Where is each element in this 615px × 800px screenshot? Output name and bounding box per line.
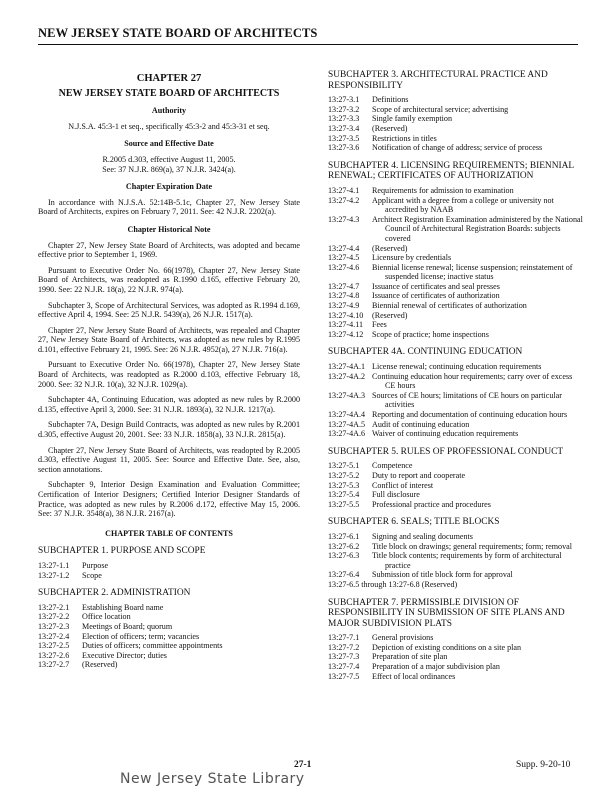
toc-entry	[328, 420, 586, 430]
section-title: Title block contents; requirements by form of architectural practice	[372, 551, 562, 570]
section-number: 13:27-4.2	[328, 195, 360, 205]
section-number: 13:27-4.1	[328, 185, 360, 195]
toc-entry	[38, 603, 300, 613]
subchapter-7-title: SUBCHAPTER 7. PERMISSIBLE DIVISION OF RESPONSIBILITY IN SUBMISSION OF SITE PLANS AND MAJOR SUBDIVISION PLATS	[328, 597, 565, 629]
source-heading: Source and Effective Date	[124, 139, 214, 149]
toc-entry	[328, 429, 586, 439]
toc-entry	[328, 551, 586, 570]
subchapter-4a-title: SUBCHAPTER 4A. CONTINUING EDUCATION	[328, 347, 523, 358]
running-header: NEW JERSEY STATE BOARD OF ARCHITECTS	[38, 26, 318, 40]
section-number: 13:27-7.3	[328, 652, 360, 662]
toc-range-entry: 13:27-6.5 through 13:27-6.8 (Reserved)	[328, 579, 458, 589]
section-title: Issuance of certificates and seal presses	[372, 281, 500, 291]
subchapter-6-list	[328, 532, 586, 590]
section-number: 13:27-2.4	[38, 631, 70, 641]
toc-entry	[38, 622, 300, 632]
section-number: 13:27-4A.5	[328, 419, 366, 429]
section-number: 13:27-4A.1	[328, 362, 366, 372]
section-title: Competence	[372, 461, 413, 471]
section-number: 13:27-4.7	[328, 281, 360, 291]
section-number: 13:27-6.4	[328, 570, 360, 580]
section-title: Submission of title block form for approval	[372, 570, 513, 580]
subchapter-1-list	[38, 561, 300, 580]
expiration-text: In accordance with N.J.S.A. 52:14B-5.1c, Chapter 27, New Jersey State Board of Architects, expires on February 7, 2011. See: 42 N.J.R. 2202(a).	[38, 197, 300, 217]
subchapter-7-list	[328, 633, 586, 681]
section-number: 13:27-5.4	[328, 490, 360, 500]
section-title: General provisions	[372, 633, 434, 643]
expiration-heading: Chapter Expiration Date	[125, 182, 213, 192]
toc-entry	[328, 186, 586, 196]
toc-entry	[328, 282, 586, 292]
section-number: 13:27-4.6	[328, 262, 360, 272]
section-number: 13:27-7.2	[328, 642, 360, 652]
toc-entry	[328, 311, 586, 321]
section-title: License renewal; continuing education requirements	[372, 362, 542, 372]
subchapter-5-list	[328, 461, 586, 509]
subchapter-2-list	[38, 603, 300, 670]
section-number: 13:27-3.2	[328, 104, 360, 114]
subchapter-4a-list	[328, 362, 586, 439]
page-number: 27-1	[294, 760, 312, 770]
section-title: Conflict of interest	[372, 480, 434, 490]
toc-entry	[328, 124, 586, 134]
toc-entry	[328, 652, 586, 662]
section-title: Signing and sealing documents	[372, 531, 473, 541]
section-title: Scope of practice; home inspections	[372, 329, 489, 339]
section-title: (Reserved)	[372, 243, 408, 253]
source-text-2: See: 37 N.J.R. 869(a), 37 N.J.R. 3424(a).	[102, 164, 236, 174]
section-title: Sources of CE hours; limitations of CE hours on particular activities	[372, 390, 562, 410]
section-title: Establishing Board name	[82, 602, 164, 612]
section-number: 13:27-1.1	[38, 560, 70, 570]
section-number: 13:27-3.4	[328, 123, 360, 133]
toc-entry	[38, 641, 300, 651]
header-rule	[38, 44, 578, 45]
section-title: Notification of change of address; service of process	[372, 143, 543, 153]
section-number: 13:27-3.1	[328, 95, 360, 105]
toc-entry	[328, 114, 586, 124]
toc-entry	[328, 532, 586, 542]
section-number: 13:27-2.3	[38, 621, 70, 631]
toc-entry	[328, 320, 586, 330]
section-title: Restrictions in titles	[372, 133, 437, 143]
supplement-date: Supp. 9-20-10	[516, 760, 571, 770]
section-title: Continuing education hour requirements; carry over of excess CE hours	[372, 371, 573, 391]
section-number: 13:27-2.5	[38, 641, 70, 651]
section-title: Preparation of a major subdivision plan	[372, 662, 500, 672]
section-number: 13:27-4.10	[328, 310, 364, 320]
section-number: 13:27-5.1	[328, 461, 360, 471]
history-paragraph: Pursuant to Executive Order No. 66(1978), Chapter 27, New Jersey State Board of Architects, was readopted as R.2000 d.103, effective February 18, 2000. See: 32 N.J.R. 10(a), 32 N.J.R. 1029(a).	[38, 360, 300, 389]
toc-entry	[328, 662, 586, 672]
section-title: Depiction of existing conditions on a site plan	[372, 642, 522, 652]
section-title: Executive Director; duties	[82, 650, 167, 660]
section-title: Professional practice and procedures	[372, 499, 491, 509]
toc-entry	[38, 660, 300, 670]
section-number: 13:27-4.3	[328, 214, 360, 224]
toc-entry	[38, 571, 300, 581]
toc-entry	[328, 542, 586, 552]
toc-entry	[38, 612, 300, 622]
section-number: 13:27-7.4	[328, 662, 360, 672]
section-number: 13:27-6.3	[328, 551, 360, 561]
section-title: (Reserved)	[372, 310, 408, 320]
section-title: Election of officers; term; vacancies	[82, 631, 200, 641]
toc-heading: CHAPTER TABLE OF CONTENTS	[105, 528, 233, 538]
subchapter-5-title: SUBCHAPTER 5. RULES OF PROFESSIONAL CONDUCT	[328, 446, 564, 457]
toc-entry	[328, 672, 586, 682]
toc-entry	[38, 632, 300, 642]
section-number: 13:27-4A.3	[328, 390, 366, 400]
section-number: 13:27-1.2	[38, 570, 70, 580]
section-number: 13:27-4.8	[328, 291, 360, 301]
section-number: 13:27-4.9	[328, 301, 360, 311]
subchapter-4-list	[328, 186, 586, 340]
right-column	[328, 70, 586, 681]
section-title: Applicant with a degree from a college or university not accredited by NAAB	[372, 195, 554, 215]
section-number: 13:27-4.12	[328, 329, 364, 339]
section-number: 13:27-7.5	[328, 671, 360, 681]
history-paragraph: Pursuant to Executive Order No. 66(1978), Chapter 27, New Jersey State Board of Architects, was readopted as R.1990 d.165, effective February 20, 1990. See: 22 N.J.R. 18(a), 22 N.J.R. 974(a).	[38, 265, 300, 294]
section-title: Preparation of site plan	[372, 652, 448, 662]
section-number: 13:27-2.6	[38, 650, 70, 660]
section-title: Duty to report and cooperate	[372, 470, 466, 480]
section-number: 13:27-7.1	[328, 633, 360, 643]
subchapter-6-title: SUBCHAPTER 6. SEALS; TITLE BLOCKS	[328, 517, 500, 528]
section-number: 13:27-5.2	[328, 470, 360, 480]
authority-text: N.J.S.A. 45:3-1 et seq., specifically 45:3-2 and 45:3-31 et seq.	[68, 121, 270, 131]
section-number: 13:27-6.2	[328, 541, 360, 551]
section-title: Architect Registration Examination administered by the National Council of Architectural Registration Boards: subjects covered	[372, 214, 583, 243]
subchapter-4-title: SUBCHAPTER 4. LICENSING REQUIREMENTS; BIENNIAL RENEWAL; CERTIFICATES OF AUTHORIZATION	[328, 160, 574, 182]
toc-entry	[328, 253, 586, 263]
section-title: (Reserved)	[372, 123, 408, 133]
toc-entry	[328, 95, 586, 105]
section-number: 13:27-3.3	[328, 114, 360, 124]
toc-entry	[328, 134, 586, 144]
toc-entry	[328, 301, 586, 311]
subchapter-2-title: SUBCHAPTER 2. ADMINISTRATION	[38, 588, 191, 599]
section-title: Licensure by credentials	[372, 253, 452, 263]
section-title: Office location	[82, 612, 131, 622]
section-number: 13:27-2.7	[38, 660, 70, 670]
history-paragraph: Subchapter 3, Scope of Architectural Services, was adopted as R.1994 d.169, effective April 4, 1994. See: 25 N.J.R. 5439(a), 26 N.J.R. 1517(a).	[38, 300, 300, 320]
toc-entry	[328, 105, 586, 115]
section-title: Waiver of continuing education requirements	[372, 429, 519, 439]
section-title: Single family exemption	[372, 114, 453, 124]
toc-entry	[38, 651, 300, 661]
section-number: 13:27-6.1	[328, 531, 360, 541]
toc-entry	[328, 490, 586, 500]
toc-entry	[328, 291, 586, 301]
section-title: Effect of local ordinances	[372, 671, 456, 681]
toc-entry	[328, 215, 586, 244]
authority-heading: Authority	[151, 106, 187, 116]
toc-entry	[38, 561, 300, 571]
section-title: Biennial license renewal; license suspension; reinstatement of suspended license; inactive status	[372, 262, 573, 282]
history-heading: Chapter Historical Note	[127, 224, 211, 234]
toc-entry	[328, 410, 586, 420]
toc-entry	[328, 372, 586, 391]
chapter-number: CHAPTER 27	[136, 73, 202, 84]
section-number: 13:27-2.2	[38, 612, 70, 622]
section-title: Meetings of Board; quorum	[82, 621, 173, 631]
subchapter-3-list	[328, 95, 586, 153]
section-title: Purpose	[82, 560, 109, 570]
toc-entry	[328, 263, 586, 282]
history-paragraph: Subchapter 4A, Continuing Education, was adopted as new rules by R.2000 d.135, effective April 3, 2000. See: 31 N.J.R. 1893(a), 32 N.J.R. 1217(a).	[38, 395, 300, 414]
section-title: Audit of continuing education	[372, 419, 470, 429]
toc-entry	[328, 330, 586, 340]
section-number: 13:27-4A.2	[328, 371, 366, 381]
history-paragraph: Chapter 27, New Jersey State Board of Architects, was repealed and Chapter 27, New Jersey State Board of Architects, was adopted as new rules by R.1995 d.101, effective February 21, 1995. See: 26 N.J.R. 4952(a), 27 N.J.R. 716(a).	[38, 325, 300, 354]
history-paragraph: Subchapter 7A, Design Build Contracts, was adopted as new rules by R.2001 d.305, effective August 20, 2001. See: 33 N.J.R. 1858(a), 33 N.J.R. 2815(a).	[38, 420, 300, 440]
toc-entry	[328, 471, 586, 481]
history-paragraph: Subchapter 9, Interior Design Examination and Evaluation Committee; Certification of Interior Designers; Certified Interior Designer Standards of Practice, was adopted as new rules by R.2006 d.172, effective May 15, 2006. See: 37 N.J.R. 3548(a), 38 N.J.R. 2167(a).	[38, 480, 300, 519]
section-title: Scope of architectural service; advertising	[372, 104, 509, 114]
section-number: 13:27-4.5	[328, 253, 360, 263]
toc-entry	[328, 633, 586, 643]
section-title: Definitions	[372, 95, 409, 105]
library-stamp: New Jersey State Library	[120, 771, 305, 787]
history-paragraph: Chapter 27, New Jersey State Board of Architects, was adopted and became effective prior to September 1, 1969.	[38, 240, 300, 260]
subchapter-1-title: SUBCHAPTER 1. PURPOSE AND SCOPE	[38, 546, 206, 557]
section-title: Issuance of certificates of authorization	[372, 291, 500, 301]
section-title: (Reserved)	[82, 660, 118, 670]
toc-entry	[328, 643, 586, 653]
section-number: 13:27-5.5	[328, 499, 360, 509]
toc-entry	[328, 196, 586, 215]
toc-entry	[328, 570, 586, 580]
subchapter-3-title: SUBCHAPTER 3. ARCHITECTURAL PRACTICE AND RESPONSIBILITY	[328, 70, 548, 91]
history-paragraph: Chapter 27, New Jersey State Board of Architects, was readopted by R.2005 d.303, effective August 11, 2005. See: Source and Effective Date. See, also, section annotations.	[38, 445, 300, 474]
toc-entry	[328, 500, 586, 510]
section-number: 13:27-3.6	[328, 143, 360, 153]
toc-entry	[328, 244, 586, 254]
toc-entry	[328, 391, 586, 410]
toc-entry	[328, 481, 586, 491]
section-title: Fees	[372, 320, 387, 330]
section-number: 13:27-2.1	[38, 602, 70, 612]
section-number: 13:27-3.5	[328, 133, 360, 143]
source-text: R.2005 d.303, effective August 11, 2005.	[102, 154, 236, 164]
section-number: 13:27-4A.4	[328, 410, 366, 419]
section-title: Reporting and documentation of continuing education hours	[372, 410, 568, 419]
section-title: Requirements for admission to examination	[372, 185, 514, 195]
section-title: Biennial renewal of certificates of authorization	[372, 301, 527, 311]
section-number: 13:27-4.11	[328, 320, 363, 330]
section-number: 13:27-5.3	[328, 480, 360, 490]
left-column	[38, 70, 300, 670]
section-title: Duties of officers; committee appointments	[82, 641, 223, 651]
section-title: Scope	[82, 570, 102, 580]
toc-entry	[328, 143, 586, 153]
section-title: Title block on drawings; general requirements; form; removal	[372, 541, 572, 551]
section-title: Full disclosure	[372, 490, 420, 500]
toc-entry	[328, 461, 586, 471]
toc-entry	[328, 362, 586, 372]
section-number: 13:27-4A.6	[328, 429, 366, 439]
chapter-title: NEW JERSEY STATE BOARD OF ARCHITECTS	[58, 87, 280, 99]
section-number: 13:27-4.4	[328, 243, 360, 253]
